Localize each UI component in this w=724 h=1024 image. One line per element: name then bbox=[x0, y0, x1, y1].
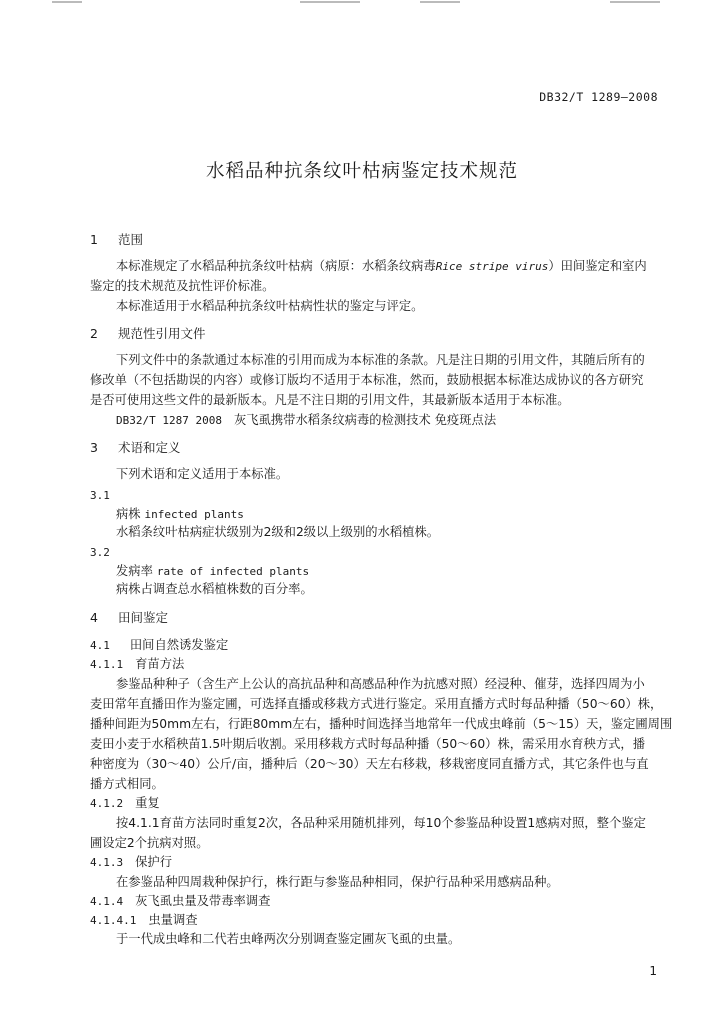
subsection-number: 4.1.3 bbox=[90, 856, 124, 869]
subsection-number: 4.1.4 bbox=[90, 895, 124, 908]
paragraph-line: 种密度为（30～40）公斤/亩，播种后（20～30）天左右移栽，移栽密度同直播方式，其它条件也与直 bbox=[90, 757, 649, 771]
term-zh: 病株 bbox=[116, 507, 141, 521]
text: 本标准规定了水稻品种抗条纹叶枯病（病原：水稻条纹病毒 bbox=[116, 259, 436, 273]
paragraph-line: 修改单（不包括勘误的内容）或修订版均不适用于本标准，然而，鼓励根据本标准达成协议的各方研究 bbox=[90, 373, 644, 387]
paragraph-line: 播种间距为50mm左右，行距80mm左右，播种时间选择当地常年一代成虫峰前（5～15）天，鉴定圃周围 bbox=[90, 717, 673, 731]
section-title: 规范性引用文件 bbox=[117, 326, 206, 341]
reference-line bbox=[116, 412, 496, 429]
text: ）田间鉴定和室内 bbox=[548, 259, 647, 273]
section-number: 1 bbox=[90, 232, 98, 247]
subsection-number: 4.1.4.1 bbox=[90, 914, 137, 927]
subsection-number: 4.1 bbox=[90, 639, 110, 652]
section-1-heading bbox=[90, 232, 143, 248]
subsection-heading bbox=[90, 854, 172, 871]
term-line bbox=[116, 563, 309, 580]
paragraph-line: 播方式相同。 bbox=[90, 777, 164, 791]
section-2-heading bbox=[90, 326, 205, 342]
reference-title: 灰飞虱携带水稻条纹病毒的检测技术 免疫斑点法 bbox=[233, 413, 497, 427]
subsection-number: 4.1.2 bbox=[90, 797, 124, 810]
page-number: 1 bbox=[649, 964, 657, 978]
section-title: 术语和定义 bbox=[117, 440, 181, 455]
paragraph-line: 下列术语和定义适用于本标准。 bbox=[116, 467, 289, 481]
paragraph-line: 圃设定2个抗病对照。 bbox=[90, 836, 209, 850]
standard-number: DB32/T 1289—2008 bbox=[539, 90, 658, 104]
paragraph-line: 参鉴品种种子（含生产上公认的高抗品种和高感品种作为抗感对照）经浸种、催芽，选择四周为小 bbox=[116, 677, 645, 691]
section-title: 范围 bbox=[117, 232, 143, 247]
subsection-heading bbox=[90, 656, 184, 673]
term-number: 3.2 bbox=[90, 546, 110, 559]
term-number: 3.1 bbox=[90, 489, 110, 502]
subsection-heading bbox=[90, 795, 160, 812]
paragraph-line: 是否可使用这些文件的最新版本。凡是不注日期的引用文件，其最新版本适用于本标准。 bbox=[90, 393, 570, 407]
subsection-title: 重复 bbox=[135, 796, 160, 810]
subsection-title: 育苗方法 bbox=[135, 657, 185, 671]
term-line bbox=[116, 506, 244, 523]
subsection-heading bbox=[90, 912, 198, 929]
term-en: infected plants bbox=[144, 508, 244, 521]
term-zh: 发病率 bbox=[116, 564, 153, 578]
paragraph-line: 本标准适用于水稻品种抗条纹叶枯病性状的鉴定与评定。 bbox=[116, 299, 424, 313]
subsection-title: 灰飞虱虫量及带毒率调查 bbox=[135, 894, 271, 908]
paragraph-line: 于一代成虫峰和二代若虫峰两次分别调查鉴定圃灰飞虱的虫量。 bbox=[116, 932, 461, 946]
paragraph-line: 麦田小麦于水稻秧苗1.5叶期后收割。采用移栽方式时每品种播（50～60）株，需采用水育秧方式，播 bbox=[90, 737, 646, 751]
latin-name: Rice stripe virus bbox=[435, 260, 549, 273]
section-3-heading bbox=[90, 440, 180, 456]
paragraph-line: 麦田常年直播田作为鉴定圃，可选择直播或移栽方式进行鉴定。采用直播方式时每品种播（50～60）株， bbox=[90, 697, 663, 711]
subsection-title: 保护行 bbox=[135, 855, 173, 869]
term-definition: 水稻条纹叶枯病症状级别为2级和2级以上级别的水稻植株。 bbox=[116, 525, 440, 539]
term-en: rate of infected plants bbox=[156, 565, 310, 578]
paragraph-line: 下列文件中的条款通过本标准的引用而成为本标准的条款。凡是注日期的引用文件，其随后所有的 bbox=[116, 353, 645, 367]
paragraph-line bbox=[116, 258, 647, 275]
paragraph-line: 在参鉴品种四周栽种保护行，株行距与参鉴品种相同，保护行品种采用感病品种。 bbox=[116, 875, 559, 889]
subsection-title: 虫量调查 bbox=[148, 913, 198, 927]
subsection-number: 4.1.1 bbox=[90, 658, 124, 671]
document-title: 水稻品种抗条纹叶枯病鉴定技术规范 bbox=[205, 161, 518, 182]
reference-code: DB32/T 1287 2008 bbox=[116, 414, 222, 427]
term-definition: 病株占调查总水稻植株数的百分率。 bbox=[116, 582, 313, 596]
section-number: 3 bbox=[90, 440, 98, 455]
subsection-heading bbox=[90, 893, 270, 910]
section-title: 田间鉴定 bbox=[117, 610, 168, 625]
section-4-heading bbox=[90, 610, 168, 626]
scan-top-marks bbox=[0, 0, 724, 6]
section-number: 2 bbox=[90, 326, 98, 341]
section-number: 4 bbox=[90, 610, 98, 625]
subsection-heading bbox=[90, 637, 228, 654]
subsection-title: 田间自然诱发鉴定 bbox=[129, 638, 229, 652]
paragraph-line: 鉴定的技术规范及抗性评价标准。 bbox=[90, 279, 275, 293]
paragraph-line: 按4.1.1育苗方法同时重复2次，各品种采用随机排列，每10个参鉴品种设置1感病对照，整个鉴定 bbox=[116, 816, 646, 830]
